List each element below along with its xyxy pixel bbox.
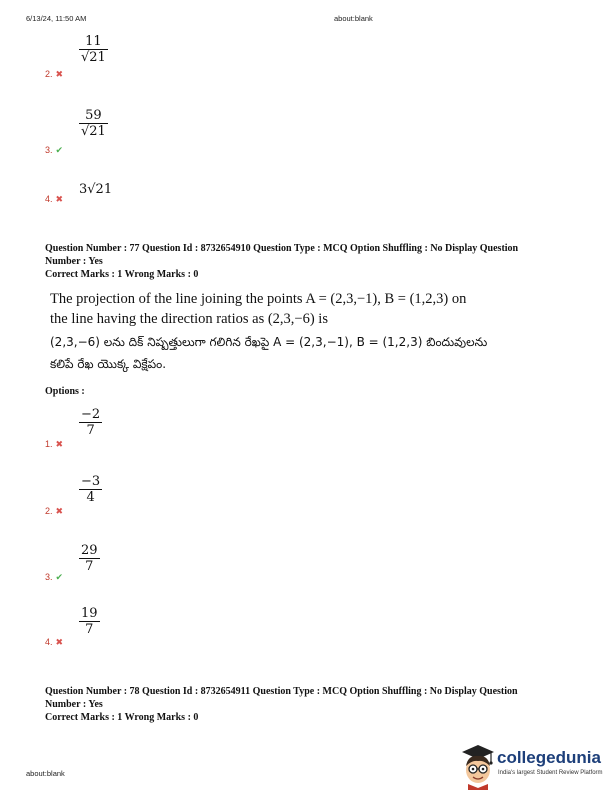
check-icon: ✔ bbox=[55, 572, 64, 582]
numerator: 29 bbox=[81, 543, 98, 558]
numerator: −2 bbox=[81, 407, 101, 422]
numerator: 19 bbox=[81, 606, 98, 621]
option-number: 2. bbox=[45, 69, 53, 79]
question-77-text-english bbox=[50, 289, 570, 329]
header-datetime: 6/13/24, 11:50 AM bbox=[26, 14, 87, 23]
logo-tagline: India's largest Student Review Platform bbox=[498, 770, 603, 776]
collegedunia-logo bbox=[458, 742, 610, 792]
q77-option-2 bbox=[45, 472, 245, 532]
denominator: √21 bbox=[81, 50, 106, 65]
option-number-row bbox=[45, 572, 63, 583]
logo-name: collegedunia bbox=[497, 748, 601, 767]
options-label: Options : bbox=[45, 386, 85, 397]
denominator: √21 bbox=[81, 124, 106, 139]
question-meta-line: Number : Yes bbox=[45, 256, 103, 267]
option-number: 4. bbox=[45, 194, 53, 204]
fraction bbox=[79, 543, 100, 574]
option-number-row bbox=[45, 637, 63, 648]
option-number-row bbox=[45, 69, 63, 80]
option-number-row bbox=[45, 439, 63, 450]
question-meta-line: Question Number : 78 Question Id : 8732654911 Question Type : MCQ Option Shuffling : No Display Question bbox=[45, 686, 518, 697]
option-number: 3. bbox=[45, 572, 53, 582]
fraction bbox=[79, 474, 102, 505]
question-marks: Correct Marks : 1 Wrong Marks : 0 bbox=[45, 269, 199, 280]
cross-icon: ✖ bbox=[55, 439, 64, 449]
prev-option-4 bbox=[45, 180, 245, 240]
question-78-meta bbox=[45, 685, 575, 724]
numerator: −3 bbox=[81, 474, 101, 489]
fraction bbox=[79, 108, 108, 139]
prev-option-3 bbox=[45, 106, 245, 166]
option-number-row bbox=[45, 506, 63, 517]
check-icon: ✔ bbox=[55, 145, 64, 155]
denominator: 7 bbox=[79, 422, 102, 438]
denominator: 7 bbox=[79, 558, 100, 574]
option-number: 3. bbox=[45, 145, 53, 155]
q77-option-4 bbox=[45, 604, 245, 664]
question-meta-line: Number : Yes bbox=[45, 699, 103, 710]
question-marks: Correct Marks : 1 Wrong Marks : 0 bbox=[45, 712, 199, 723]
question-text-line: The projection of the line joining the points A = (2,3,−1), B = (1,2,3) on bbox=[50, 291, 467, 307]
option-number: 4. bbox=[45, 637, 53, 647]
numerator: 11 bbox=[85, 34, 102, 49]
q77-option-3 bbox=[45, 541, 245, 601]
denominator: 7 bbox=[79, 621, 100, 637]
fraction bbox=[79, 606, 100, 637]
cross-icon: ✖ bbox=[55, 194, 64, 204]
cross-icon: ✖ bbox=[55, 506, 64, 516]
prev-option-2 bbox=[45, 32, 245, 92]
option-number: 1. bbox=[45, 439, 53, 449]
graduate-mascot-icon bbox=[458, 742, 498, 790]
question-77-meta bbox=[45, 242, 575, 281]
option-number-row bbox=[45, 145, 63, 156]
fraction bbox=[79, 34, 108, 65]
option-expression: 3√21 bbox=[79, 182, 113, 197]
q77-option-1 bbox=[45, 405, 245, 465]
option-number: 2. bbox=[45, 506, 53, 516]
numerator: 59 bbox=[85, 108, 102, 123]
question-text-line: the line having the direction ratios as (2,3,−6) is bbox=[50, 311, 328, 327]
option-number-row bbox=[45, 194, 63, 205]
question-text-line: (2,3,−6) లను దిక్ నిష్పత్తులుగా గలిగిన రేఖపై A = (2,3,−1), B = (1,2,3) బిందువులను bbox=[50, 335, 488, 349]
question-meta-line: Question Number : 77 Question Id : 8732654910 Question Type : MCQ Option Shuffling : No Display Question bbox=[45, 243, 519, 254]
cross-icon: ✖ bbox=[55, 637, 64, 647]
denominator: 4 bbox=[79, 489, 102, 505]
fraction bbox=[79, 407, 102, 438]
header-url: about:blank bbox=[334, 14, 373, 23]
cross-icon: ✖ bbox=[55, 69, 64, 79]
footer-url: about:blank bbox=[26, 769, 65, 778]
question-77-text-telugu bbox=[50, 331, 570, 375]
question-text-line: కలిపే రేఖ యొక్క విక్షేపం. bbox=[50, 357, 167, 371]
